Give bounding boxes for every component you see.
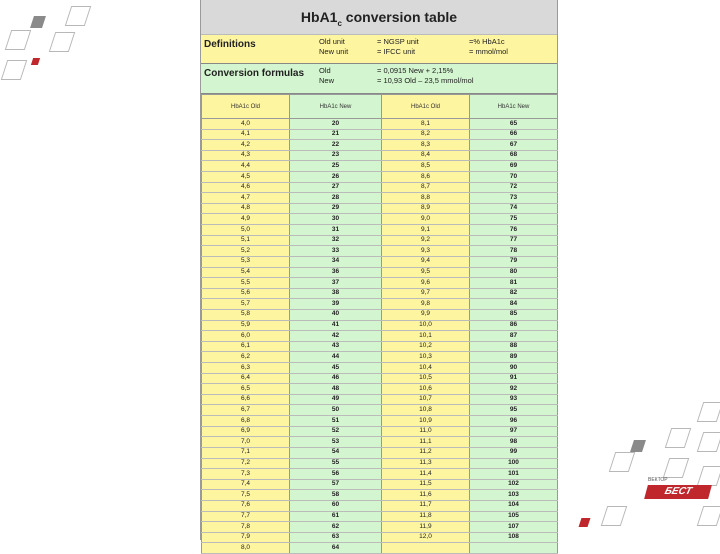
cell-new-value: 79 bbox=[470, 256, 558, 267]
table-row bbox=[202, 352, 558, 363]
cell-old-value: 11,2 bbox=[382, 447, 470, 458]
logo-name: БЕСТ bbox=[644, 485, 712, 499]
cell-old-value: 9,5 bbox=[382, 267, 470, 278]
cell-new-value: 100 bbox=[470, 458, 558, 469]
cell-old-value: 10,5 bbox=[382, 373, 470, 384]
table-row bbox=[202, 426, 558, 437]
cell-new-value: 64 bbox=[290, 543, 382, 554]
cell-new-value: 77 bbox=[470, 235, 558, 246]
brand-logo bbox=[640, 477, 718, 497]
cell-new-value: 72 bbox=[470, 182, 558, 193]
cell-new-value: 61 bbox=[290, 511, 382, 522]
cell-new-value: 23 bbox=[290, 150, 382, 161]
cell-new-value: 49 bbox=[290, 394, 382, 405]
cell-old-value: 5,3 bbox=[202, 256, 290, 267]
cell-old-value: 6,1 bbox=[202, 341, 290, 352]
table-row bbox=[202, 161, 558, 172]
cell-new-value: 78 bbox=[470, 246, 558, 257]
cell-old-value: 4,5 bbox=[202, 172, 290, 183]
cell-old-value: 4,1 bbox=[202, 129, 290, 140]
cell-old-value: 11,5 bbox=[382, 479, 470, 490]
definitions-label: Definitions bbox=[204, 39, 256, 50]
cell-old-value: 6,0 bbox=[202, 331, 290, 342]
cell-old-value: 8,6 bbox=[382, 172, 470, 183]
table-row bbox=[202, 140, 558, 151]
cell-new-value: 84 bbox=[470, 299, 558, 310]
cell-old-value: 9,0 bbox=[382, 214, 470, 225]
table-row bbox=[202, 532, 558, 543]
cell-old-value: 9,9 bbox=[382, 309, 470, 320]
cell-new-value: 20 bbox=[290, 119, 382, 130]
cell-old-value: 11,3 bbox=[382, 458, 470, 469]
cell-new-value: 62 bbox=[290, 522, 382, 533]
cell-new-value: 73 bbox=[470, 193, 558, 204]
cell-new-value: 76 bbox=[470, 225, 558, 236]
cell-old-value: 7,3 bbox=[202, 469, 290, 480]
cell-new-value: 82 bbox=[470, 288, 558, 299]
header-new-1: HbA1c New bbox=[290, 95, 382, 119]
cell-new-value: 99 bbox=[470, 447, 558, 458]
cell-new-value: 36 bbox=[290, 267, 382, 278]
cell-new-value: 65 bbox=[470, 119, 558, 130]
cell-new-value: 54 bbox=[290, 447, 382, 458]
cell-new-value: 50 bbox=[290, 405, 382, 416]
cell-new-value: 93 bbox=[470, 394, 558, 405]
conversion-document bbox=[200, 0, 558, 551]
formulas-row: Conversion formulas Old New = 0,0915 New + 2,15% = 10,93 Old – 23,5 mmol/mol bbox=[201, 64, 557, 94]
table-row bbox=[202, 299, 558, 310]
cell-old-value: 9,1 bbox=[382, 225, 470, 236]
table-row bbox=[202, 182, 558, 193]
cell-new-value: 48 bbox=[290, 384, 382, 395]
cell-new-value: 80 bbox=[470, 267, 558, 278]
table-row bbox=[202, 394, 558, 405]
cell-old-value: 10,8 bbox=[382, 405, 470, 416]
cell-new-value: 66 bbox=[470, 129, 558, 140]
cell-new-value: 75 bbox=[470, 214, 558, 225]
cell-old-value: 8,5 bbox=[382, 161, 470, 172]
cell-old-value bbox=[382, 543, 470, 554]
header-new-2: HbA1c New bbox=[470, 95, 558, 119]
cell-old-value: 9,8 bbox=[382, 299, 470, 310]
formulas-label: Conversion formulas bbox=[204, 68, 305, 79]
cell-old-value: 4,7 bbox=[202, 193, 290, 204]
cell-new-value: 97 bbox=[470, 426, 558, 437]
table-row bbox=[202, 384, 558, 395]
cell-new-value: 25 bbox=[290, 161, 382, 172]
cell-old-value: 10,1 bbox=[382, 331, 470, 342]
cell-new-value: 68 bbox=[470, 150, 558, 161]
cell-old-value: 11,4 bbox=[382, 469, 470, 480]
cell-new-value: 33 bbox=[290, 246, 382, 257]
cell-new-value: 67 bbox=[470, 140, 558, 151]
cell-new-value: 39 bbox=[290, 299, 382, 310]
cell-new-value: 28 bbox=[290, 193, 382, 204]
cell-old-value: 6,7 bbox=[202, 405, 290, 416]
cell-new-value: 56 bbox=[290, 469, 382, 480]
cell-new-value: 105 bbox=[470, 511, 558, 522]
header-old-1: HbA1c Old bbox=[202, 95, 290, 119]
cell-new-value: 85 bbox=[470, 309, 558, 320]
table-row bbox=[202, 225, 558, 236]
cell-old-value: 8,0 bbox=[202, 543, 290, 554]
cell-new-value: 107 bbox=[470, 522, 558, 533]
cell-old-value: 8,4 bbox=[382, 150, 470, 161]
cell-old-value: 4,9 bbox=[202, 214, 290, 225]
cell-new-value: 92 bbox=[470, 384, 558, 395]
cell-new-value: 101 bbox=[470, 469, 558, 480]
cell-new-value: 88 bbox=[470, 341, 558, 352]
cell-old-value: 4,4 bbox=[202, 161, 290, 172]
table-row bbox=[202, 119, 558, 130]
cell-new-value: 45 bbox=[290, 363, 382, 374]
cell-old-value: 8,2 bbox=[382, 129, 470, 140]
cell-old-value: 6,9 bbox=[202, 426, 290, 437]
cell-old-value: 4,8 bbox=[202, 203, 290, 214]
cell-new-value: 90 bbox=[470, 363, 558, 374]
cell-old-value: 8,1 bbox=[382, 119, 470, 130]
table-row bbox=[202, 150, 558, 161]
cell-new-value: 46 bbox=[290, 373, 382, 384]
cell-old-value: 5,0 bbox=[202, 225, 290, 236]
cell-old-value: 6,4 bbox=[202, 373, 290, 384]
table-row bbox=[202, 416, 558, 427]
table-row bbox=[202, 522, 558, 533]
table-row bbox=[202, 500, 558, 511]
cell-old-value: 6,6 bbox=[202, 394, 290, 405]
table-row bbox=[202, 288, 558, 299]
table-row bbox=[202, 469, 558, 480]
cell-new-value: 21 bbox=[290, 129, 382, 140]
cell-new-value: 30 bbox=[290, 214, 382, 225]
cell-old-value: 5,5 bbox=[202, 278, 290, 289]
cell-new-value: 41 bbox=[290, 320, 382, 331]
cell-old-value: 4,2 bbox=[202, 140, 290, 151]
cell-old-value: 12,0 bbox=[382, 532, 470, 543]
cell-old-value: 8,9 bbox=[382, 203, 470, 214]
table-row bbox=[202, 203, 558, 214]
cell-new-value: 34 bbox=[290, 256, 382, 267]
cell-new-value: 55 bbox=[290, 458, 382, 469]
cell-old-value: 11,8 bbox=[382, 511, 470, 522]
cell-old-value: 6,5 bbox=[202, 384, 290, 395]
definitions-row: Definitions Old unit New unit = NGSP unit = IFCC unit =% HbA1c = mmol/mol bbox=[201, 35, 557, 64]
cell-old-value: 4,6 bbox=[202, 182, 290, 193]
table-row bbox=[202, 363, 558, 374]
cell-old-value: 5,6 bbox=[202, 288, 290, 299]
cell-old-value: 6,2 bbox=[202, 352, 290, 363]
cell-new-value: 69 bbox=[470, 161, 558, 172]
cell-old-value: 4,0 bbox=[202, 119, 290, 130]
cell-old-value: 11,9 bbox=[382, 522, 470, 533]
cell-old-value: 9,7 bbox=[382, 288, 470, 299]
cell-old-value: 8,3 bbox=[382, 140, 470, 151]
cell-old-value: 9,6 bbox=[382, 278, 470, 289]
cell-new-value: 96 bbox=[470, 416, 558, 427]
cell-new-value: 52 bbox=[290, 426, 382, 437]
cell-old-value: 7,9 bbox=[202, 532, 290, 543]
cell-old-value: 7,5 bbox=[202, 490, 290, 501]
cell-old-value: 10,7 bbox=[382, 394, 470, 405]
page-title: $HbA1_c$ conversion table bbox=[201, 0, 557, 35]
table-row bbox=[202, 129, 558, 140]
cell-old-value: 11,7 bbox=[382, 500, 470, 511]
cell-new-value bbox=[470, 543, 558, 554]
cell-old-value: 10,6 bbox=[382, 384, 470, 395]
cell-new-value: 29 bbox=[290, 203, 382, 214]
cell-new-value: 70 bbox=[470, 172, 558, 183]
cell-new-value: 22 bbox=[290, 140, 382, 151]
table-row bbox=[202, 172, 558, 183]
cell-old-value: 6,3 bbox=[202, 363, 290, 374]
cell-new-value: 60 bbox=[290, 500, 382, 511]
cell-new-value: 89 bbox=[470, 352, 558, 363]
cell-old-value: 7,2 bbox=[202, 458, 290, 469]
cell-old-value: 10,0 bbox=[382, 320, 470, 331]
cell-new-value: 98 bbox=[470, 437, 558, 448]
cell-old-value: 5,7 bbox=[202, 299, 290, 310]
cell-old-value: 5,2 bbox=[202, 246, 290, 257]
table-row bbox=[202, 193, 558, 204]
cell-new-value: 91 bbox=[470, 373, 558, 384]
cell-old-value: 5,1 bbox=[202, 235, 290, 246]
cell-old-value: 7,6 bbox=[202, 500, 290, 511]
cell-new-value: 58 bbox=[290, 490, 382, 501]
conversion-table bbox=[201, 94, 558, 554]
table-row bbox=[202, 447, 558, 458]
table-row bbox=[202, 235, 558, 246]
table-row bbox=[202, 479, 558, 490]
cell-old-value: 9,3 bbox=[382, 246, 470, 257]
cell-old-value: 11,1 bbox=[382, 437, 470, 448]
header-old-2: HbA1c Old bbox=[382, 95, 470, 119]
cell-old-value: 10,3 bbox=[382, 352, 470, 363]
cell-new-value: 74 bbox=[470, 203, 558, 214]
cell-old-value: 9,2 bbox=[382, 235, 470, 246]
cell-old-value: 9,4 bbox=[382, 256, 470, 267]
cell-new-value: 38 bbox=[290, 288, 382, 299]
cell-old-value: 5,8 bbox=[202, 309, 290, 320]
cell-new-value: 108 bbox=[470, 532, 558, 543]
cell-new-value: 26 bbox=[290, 172, 382, 183]
cell-new-value: 87 bbox=[470, 331, 558, 342]
cell-old-value: 7,7 bbox=[202, 511, 290, 522]
cell-old-value: 10,4 bbox=[382, 363, 470, 374]
table-row bbox=[202, 320, 558, 331]
cell-new-value: 44 bbox=[290, 352, 382, 363]
cell-new-value: 43 bbox=[290, 341, 382, 352]
table-row bbox=[202, 267, 558, 278]
cell-new-value: 32 bbox=[290, 235, 382, 246]
cell-old-value: 11,6 bbox=[382, 490, 470, 501]
cell-old-value: 5,9 bbox=[202, 320, 290, 331]
cell-old-value: 10,9 bbox=[382, 416, 470, 427]
table-row bbox=[202, 309, 558, 320]
cell-new-value: 102 bbox=[470, 479, 558, 490]
cell-new-value: 86 bbox=[470, 320, 558, 331]
cell-new-value: 37 bbox=[290, 278, 382, 289]
cell-old-value: 10,2 bbox=[382, 341, 470, 352]
table-row bbox=[202, 331, 558, 342]
table-row bbox=[202, 256, 558, 267]
cell-new-value: 81 bbox=[470, 278, 558, 289]
logo-tagline: ВЕКТОР bbox=[648, 477, 668, 483]
cell-old-value: 8,7 bbox=[382, 182, 470, 193]
table-row bbox=[202, 458, 558, 469]
cell-old-value: 4,3 bbox=[202, 150, 290, 161]
cell-new-value: 27 bbox=[290, 182, 382, 193]
table-row bbox=[202, 214, 558, 225]
cell-old-value: 5,4 bbox=[202, 267, 290, 278]
cell-old-value: 7,1 bbox=[202, 447, 290, 458]
cell-new-value: 53 bbox=[290, 437, 382, 448]
cell-new-value: 63 bbox=[290, 532, 382, 543]
cell-old-value: 7,0 bbox=[202, 437, 290, 448]
table-row bbox=[202, 278, 558, 289]
cell-new-value: 51 bbox=[290, 416, 382, 427]
table-row bbox=[202, 490, 558, 501]
table-row bbox=[202, 405, 558, 416]
table-row bbox=[202, 341, 558, 352]
cell-new-value: 103 bbox=[470, 490, 558, 501]
cell-new-value: 42 bbox=[290, 331, 382, 342]
cell-old-value: 7,4 bbox=[202, 479, 290, 490]
cell-old-value: 11,0 bbox=[382, 426, 470, 437]
table-row bbox=[202, 511, 558, 522]
cell-old-value: 7,8 bbox=[202, 522, 290, 533]
table-row bbox=[202, 437, 558, 448]
cell-new-value: 31 bbox=[290, 225, 382, 236]
cell-new-value: 95 bbox=[470, 405, 558, 416]
table-row bbox=[202, 543, 558, 554]
table-row bbox=[202, 246, 558, 257]
table-row bbox=[202, 373, 558, 384]
cell-old-value: 6,8 bbox=[202, 416, 290, 427]
cell-new-value: 57 bbox=[290, 479, 382, 490]
cell-new-value: 104 bbox=[470, 500, 558, 511]
cell-old-value: 8,8 bbox=[382, 193, 470, 204]
cell-new-value: 40 bbox=[290, 309, 382, 320]
